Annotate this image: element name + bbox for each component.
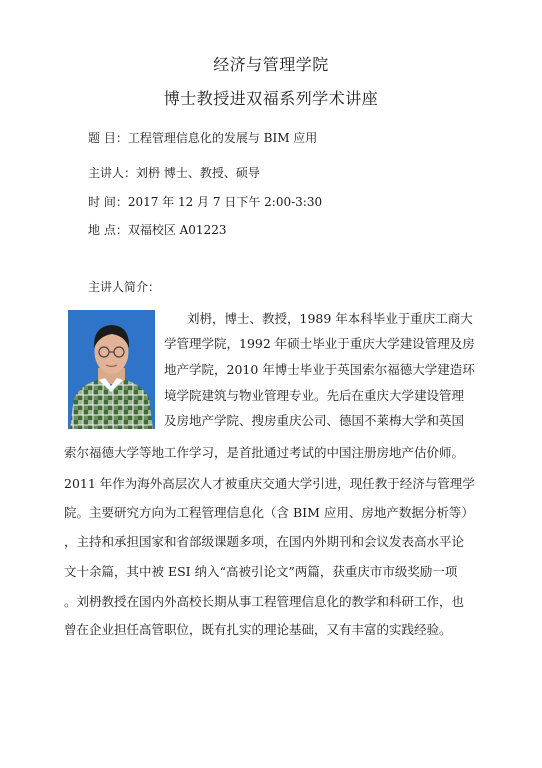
bio-line: 境学院建筑与物业管理专业。先后在重庆大学建设管理 [164,388,465,403]
bio-line: 索尔福德大学等地工作学习，是首批通过考试的中国注册房地产估价师。 [64,445,465,460]
bio-line: 曾在企业担任高管职位，既有扎实的理论基础，又有丰富的实践经验。 [64,622,452,637]
bio-line: 及房地产学院、搜房重庆公司、德国不莱梅大学和英国 [164,413,465,428]
bio-line: ，主持和承担国家和省部级课题多项，在国内外期刊和会议发表高水平论 [64,534,465,549]
bio-line: 。刘枬教授在国内外高校长期从事工程管理信息化的教学和科研工作，也 [64,594,465,609]
school-title: 经济与管理学院 [213,55,329,74]
info-speaker: 主讲人：刘枬 博士、教授、硕导 [88,166,260,180]
info-topic: 题 目：工程管理信息化的发展与 BIM 应用 [88,131,318,145]
info-time: 时 间：2017 年 12 月 7 日下午 2:00-3:30 [88,195,323,209]
bio-line: 学管理学院，1992 年硕士毕业于重庆大学建设管理及房 [164,336,475,351]
bio-line: 院。主要研究方向为工程管理信息化（含 BIM 应用、房地产数据分析等） [64,505,474,520]
bio-line: 2011 年作为海外高层次人才被重庆交通大学引进，现任教于经济与管理学 [64,476,475,491]
bio-line: 文十余篇，其中被 ESI 纳入“高被引论文”两篇，获重庆市市级奖励一项 [64,564,458,579]
lecture-series-title: 博士教授进双福系列学术讲座 [163,89,379,108]
bio-line: 刘枬，博士、教授，1989 年本科毕业于重庆工商大 [187,311,473,326]
speaker-portrait-icon [68,310,155,429]
bio-line: 地产学院，2010 年博士毕业于英国索尔福德大学建造环 [164,362,475,377]
intro-label: 主讲人简介： [88,280,161,294]
info-place: 地 点：双福校区 A01223 [88,223,227,237]
